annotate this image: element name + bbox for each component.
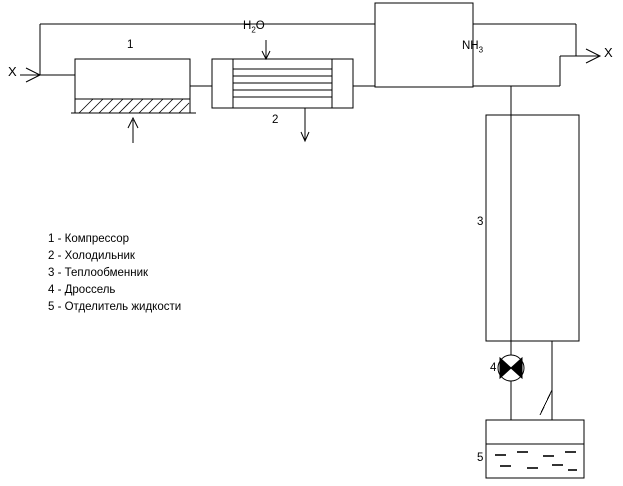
legend-item: 1 - Компрессор xyxy=(48,233,130,245)
water-label-sub: 2 xyxy=(251,25,256,35)
legend-item: 2 - Холодильник xyxy=(48,250,135,262)
legend-item: 4 - Дроссель xyxy=(48,284,116,296)
compressor-number: 1 xyxy=(127,39,134,51)
legend xyxy=(48,231,181,316)
ammonia-label-sub: 3 xyxy=(478,45,484,55)
liquid-separator xyxy=(486,420,584,478)
pipe-separator-diagonal xyxy=(540,390,552,415)
cooler-unit xyxy=(212,40,353,141)
water-outlet-arrow xyxy=(301,108,309,141)
water-inlet-arrow xyxy=(262,40,270,59)
compressor-body xyxy=(75,59,190,99)
compressor-drive-arrow xyxy=(128,118,138,143)
compressor-unit xyxy=(71,59,196,143)
ammonia-label-text: NH xyxy=(462,40,479,52)
throttle-valve xyxy=(498,355,524,381)
heat-exchanger-body xyxy=(486,115,579,341)
water-label-text: H xyxy=(243,20,252,32)
heat-exchanger-number: 3 xyxy=(477,216,484,228)
water-label xyxy=(243,20,265,34)
throttle-number: 4 xyxy=(490,362,497,374)
inlet-port-label: X xyxy=(8,64,17,79)
cooler-number: 2 xyxy=(272,114,279,126)
separator-number: 5 xyxy=(477,452,484,464)
legend-item: 5 - Отделитель жидкости xyxy=(48,301,182,313)
ammonia-vessel xyxy=(375,3,473,87)
legend-item: 3 - Теплообменник xyxy=(48,267,149,279)
outlet-port-label: X xyxy=(604,45,613,60)
water-label-tail: O xyxy=(255,20,265,32)
compressor-piston xyxy=(75,99,190,113)
ammonia-label xyxy=(462,40,483,54)
